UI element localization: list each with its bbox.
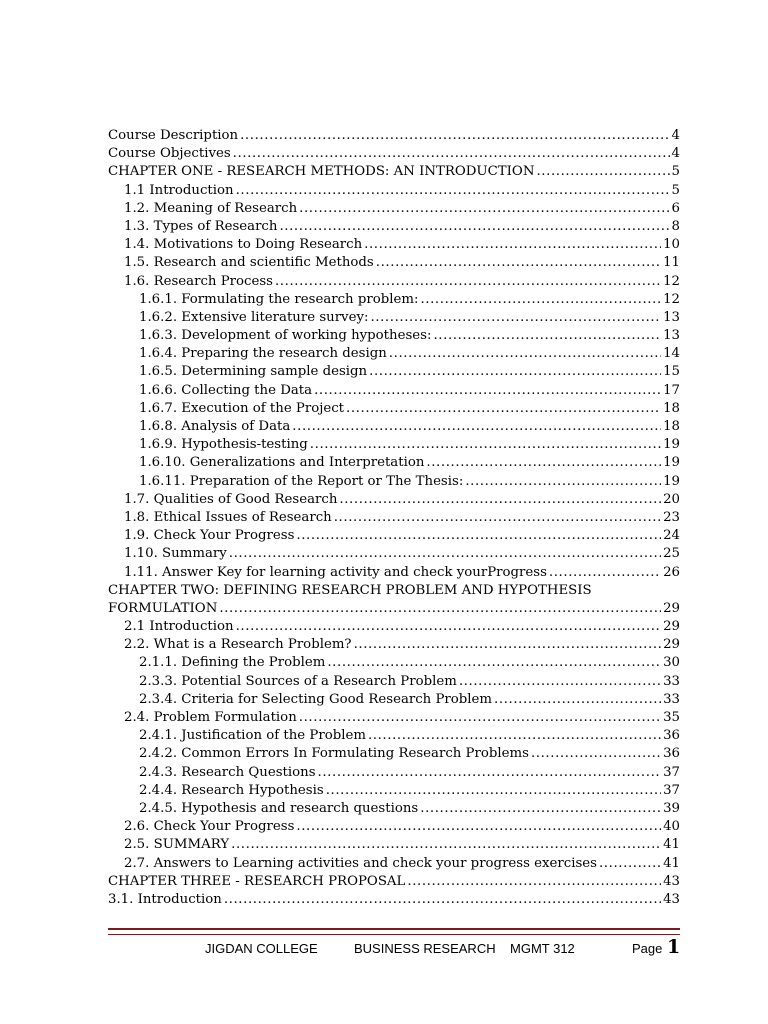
toc-page-number: 17: [663, 382, 680, 398]
dot-leader: [531, 745, 661, 763]
toc-page-number: 37: [663, 764, 680, 780]
toc-page-number: 23: [663, 509, 680, 525]
toc-entry-title: 1.6.1. Formulating the research problem:: [139, 291, 419, 307]
dot-leader: [334, 509, 661, 527]
dot-leader: [229, 545, 661, 563]
toc-entry[interactable]: [108, 764, 680, 782]
toc-entry-title: Course Description: [108, 128, 239, 143]
dot-leader: [376, 254, 661, 272]
dot-leader: [292, 418, 661, 436]
toc-entry-title: 2.4.3. Research Questions: [139, 764, 316, 780]
toc-entry-title: 1.11. Answer Key for learning activity and check yourProgress: [124, 564, 547, 580]
toc-page-number: 12: [663, 273, 680, 289]
toc-entry[interactable]: [108, 600, 680, 618]
dot-leader: [420, 800, 661, 818]
dot-leader: [310, 436, 661, 454]
toc-entry-title: 2.2. What is a Research Problem?: [124, 637, 352, 653]
toc-page-number: 18: [663, 400, 680, 416]
toc-entry[interactable]: [108, 418, 680, 436]
footer-divider: [108, 928, 680, 935]
toc-page-number: 26: [663, 564, 680, 580]
toc-entry[interactable]: [108, 400, 680, 418]
dot-leader: [233, 145, 670, 163]
footer-college: JIGDAN COLLEGE: [205, 941, 318, 956]
toc-entry-title: 1.6.4. Preparing the research design: [139, 346, 387, 362]
toc-entry-title: 1.10. Summary: [124, 546, 227, 562]
dot-leader: [346, 400, 661, 418]
toc-entry[interactable]: [108, 654, 680, 672]
toc-entry-title: 1.6. Research Process: [124, 273, 273, 289]
toc-entry[interactable]: [108, 618, 680, 636]
toc-page-number: 24: [663, 528, 680, 544]
toc-page-number: 5: [671, 182, 680, 198]
toc-entry[interactable]: [108, 782, 680, 800]
footer-course-code: MGMT 312: [510, 941, 575, 956]
dot-leader: [364, 236, 661, 254]
toc-page-number: 5: [671, 164, 680, 180]
dot-leader: [426, 454, 661, 472]
toc-entry[interactable]: [108, 545, 680, 563]
toc-entry[interactable]: [108, 309, 680, 327]
toc-entry-title: 1.1 Introduction: [124, 182, 234, 198]
toc-page-number: 11: [663, 255, 680, 271]
dot-leader: [465, 473, 661, 491]
toc-entry-title: Course Objectives: [108, 146, 231, 162]
toc-entry-title: 1.6.10. Generalizations and Interpretation: [139, 455, 425, 471]
toc-entry-title: 1.6.7. Execution of the Project: [139, 400, 345, 416]
toc-entry-title: FORMULATION: [108, 600, 218, 616]
toc-entry-title: 1.7. Qualities of Good Research: [124, 491, 338, 507]
toc-page-number: 4: [671, 146, 680, 162]
dot-leader: [219, 600, 661, 618]
dot-leader: [279, 218, 669, 236]
toc-entry[interactable]: [108, 727, 680, 745]
toc-entry[interactable]: [108, 436, 680, 454]
toc-entry-title: 1.6.3. Development of working hypotheses:: [139, 328, 432, 344]
toc-entry-title: 2.4.1. Justification of the Problem: [139, 728, 366, 744]
toc-page-number: 19: [663, 473, 680, 489]
dot-leader: [299, 709, 661, 727]
toc-page-number: 33: [663, 673, 680, 689]
toc-page-number: 19: [663, 455, 680, 471]
toc-entry[interactable]: [108, 273, 680, 291]
toc-entry-title: 2.1.1. Defining the Problem: [139, 655, 326, 671]
toc-page-number: 43: [663, 891, 680, 907]
toc-entry[interactable]: [108, 382, 680, 400]
toc-entry-title: CHAPTER ONE - RESEARCH METHODS: AN INTRODUCTION: [108, 164, 535, 180]
toc-page-number: 39: [663, 800, 680, 816]
toc-page-number: 36: [663, 746, 680, 762]
toc-entry[interactable]: [108, 709, 680, 727]
toc-entry[interactable]: [108, 127, 680, 145]
dot-leader: [299, 200, 669, 218]
toc-page-number: 29: [663, 619, 680, 635]
dot-leader: [240, 127, 669, 145]
toc-entry-title: 1.8. Ethical Issues of Research: [124, 509, 332, 525]
toc-page-number: 41: [663, 855, 680, 871]
toc-entry-title: 1.3. Types of Research: [124, 218, 278, 234]
dot-leader: [339, 491, 661, 509]
dot-leader: [327, 654, 661, 672]
toc-page-number: 29: [663, 637, 680, 653]
dot-leader: [536, 163, 669, 181]
toc-page-number: 10: [663, 237, 680, 253]
toc-entry[interactable]: [108, 454, 680, 472]
toc-page-number: 41: [663, 837, 680, 853]
dot-leader: [420, 291, 661, 309]
toc-page-number: 13: [663, 328, 680, 344]
toc-entry-title: 1.6.8. Analysis of Data: [139, 419, 291, 434]
dot-leader: [236, 182, 670, 200]
toc-entry[interactable]: [108, 200, 680, 218]
toc-page-number: 14: [663, 346, 680, 362]
toc-entry[interactable]: [108, 291, 680, 309]
toc-entry[interactable]: [108, 691, 680, 709]
toc-entry[interactable]: [108, 800, 680, 818]
toc-entry-title: 1.6.9. Hypothesis-testing: [139, 437, 308, 453]
toc-entry-title: 2.4. Problem Formulation: [124, 710, 297, 725]
table-of-contents: [108, 127, 680, 909]
toc-entry-title: 1.6.2. Extensive literature survey:: [139, 309, 369, 325]
toc-page-number: 12: [663, 291, 680, 307]
footer-page-number: 1: [667, 936, 681, 958]
toc-entry[interactable]: [108, 218, 680, 236]
dot-leader: [407, 873, 661, 891]
toc-page-number: 13: [663, 309, 680, 325]
toc-entry-title: 2.4.4. Research Hypothesis: [139, 782, 324, 798]
toc-page-number: 8: [671, 218, 680, 234]
toc-entry[interactable]: [108, 873, 680, 891]
toc-entry-title: 2.4.5. Hypothesis and research questions: [139, 800, 419, 816]
toc-entry[interactable]: [108, 182, 680, 200]
toc-page-number: 35: [663, 710, 680, 725]
toc-entry-title: 2.5. SUMMARY: [124, 837, 230, 853]
toc-entry-title: 1.6.5. Determining sample design: [139, 364, 368, 380]
toc-page-number: 15: [663, 364, 680, 380]
toc-entry-title[interactable]: CHAPTER TWO: DEFINING RESEARCH PROBLEM AND HYPOTHESIS: [108, 582, 592, 598]
toc-entry-title: 1.9. Check Your Progress: [124, 528, 295, 544]
dot-leader: [296, 818, 661, 836]
dot-leader: [314, 382, 661, 400]
toc-entry[interactable]: [108, 236, 680, 254]
dot-leader: [224, 891, 661, 909]
toc-page-number: 43: [663, 873, 680, 889]
toc-page-number: 29: [663, 600, 680, 616]
toc-entry[interactable]: [108, 163, 680, 181]
toc-page-number: 25: [663, 546, 680, 562]
toc-entry[interactable]: [108, 527, 680, 545]
toc-entry-title: 1.6.6. Collecting the Data: [139, 382, 313, 398]
dot-leader: [354, 636, 662, 654]
toc-page-number: 19: [663, 437, 680, 453]
toc-entry[interactable]: [108, 254, 680, 272]
dot-leader: [231, 836, 661, 854]
toc-entry[interactable]: [108, 673, 680, 691]
toc-entry-title: 2.6. Check Your Progress: [124, 819, 295, 835]
dot-leader: [326, 782, 661, 800]
dot-leader: [296, 527, 661, 545]
toc-entry-title: 3.1. Introduction: [108, 891, 222, 907]
toc-entry-title: 1.6.11. Preparation of the Report or The Thesis:: [139, 473, 464, 489]
dot-leader: [370, 309, 661, 327]
toc-entry[interactable]: [108, 891, 680, 909]
toc-page-number: 4: [671, 128, 680, 143]
dot-leader: [549, 564, 661, 582]
dot-leader: [236, 618, 661, 636]
toc-page-number: 18: [663, 419, 680, 434]
toc-entry[interactable]: [108, 564, 680, 582]
dot-leader: [389, 345, 661, 363]
toc-entry[interactable]: [108, 636, 680, 654]
dot-leader: [369, 363, 661, 381]
dot-leader: [494, 691, 661, 709]
toc-entry-title: 1.4. Motivations to Doing Research: [124, 237, 363, 253]
dot-leader: [433, 327, 661, 345]
toc-entry[interactable]: [108, 363, 680, 381]
toc-entry[interactable]: [108, 509, 680, 527]
toc-page-number: 33: [663, 691, 680, 707]
toc-entry-title: 1.5. Research and scientific Methods: [124, 255, 374, 271]
dot-leader: [599, 855, 661, 873]
toc-entry[interactable]: [108, 818, 680, 836]
toc-entry[interactable]: [108, 473, 680, 491]
toc-page-number: 20: [663, 491, 680, 507]
dot-leader: [318, 764, 662, 782]
toc-entry[interactable]: [108, 145, 680, 163]
toc-entry-title: 2.1 Introduction: [124, 619, 234, 635]
toc-entry-title: 2.7. Answers to Learning activities and check your progress exercises: [124, 855, 597, 871]
toc-entry[interactable]: [108, 327, 680, 345]
toc-page-number: 36: [663, 728, 680, 744]
toc-entry-title: 1.2. Meaning of Research: [124, 200, 298, 216]
toc-entry[interactable]: [108, 855, 680, 873]
toc-entry-title: CHAPTER THREE - RESEARCH PROPOSAL: [108, 873, 406, 889]
toc-page-number: 40: [663, 819, 680, 835]
toc-page-number: 37: [663, 782, 680, 798]
toc-entry[interactable]: [108, 491, 680, 509]
toc-entry-title: 2.3.3. Potential Sources of a Research Problem: [139, 673, 457, 689]
toc-entry-title: 2.4.2. Common Errors In Formulating Research Problems: [139, 746, 529, 762]
toc-page-number: 30: [663, 655, 680, 671]
dot-leader: [368, 727, 661, 745]
footer-page-label: Page: [632, 941, 663, 956]
toc-entry-title: 2.3.4. Criteria for Selecting Good Research Problem: [139, 691, 493, 707]
toc-entry[interactable]: [108, 745, 680, 763]
toc-page-number: 6: [671, 200, 680, 216]
footer-course: BUSINESS RESEARCH: [354, 941, 496, 956]
toc-entry[interactable]: [108, 836, 680, 854]
dot-leader: [275, 273, 661, 291]
dot-leader: [459, 673, 661, 691]
toc-entry[interactable]: [108, 345, 680, 363]
